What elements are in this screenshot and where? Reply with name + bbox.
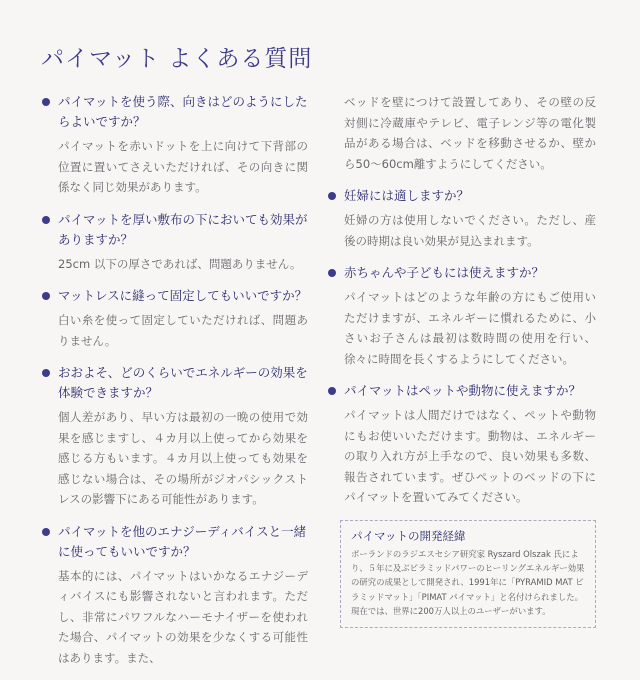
faq-answer-continuation: ベッドを壁につけて設置してあり、その壁の反対側に冷蔵庫やテレビ、電子レンジ等の電化製品がある場合は、ベッドを移動させるか、壁から50～60cm離すようにしてください。 <box>344 95 596 171</box>
faq-left-column <box>40 92 308 680</box>
faq-item <box>326 263 596 369</box>
bullet-dot-icon <box>42 98 50 106</box>
faq-question: マットレスに縫って固定してもいいですか？ <box>40 286 308 306</box>
bullet-dot-icon <box>328 269 336 277</box>
faq-answer: 個人差があり、早い方は最初の一晩の使用で効果を感じますし、４カ月以上使ってから効果を感じる方もいます。４カ月以上使っても効果を感じない場合は、その場所がジオパシックストレスの影響下にある可能性があります。 <box>58 410 308 506</box>
faq-item <box>40 363 308 510</box>
faq-answer: パイマットはどのような年齢の方にもご使用いただけますが、エネルギーに慣れるために、小さいお子さんは最初は数時間の使用を行い、徐々に時間を長くするようにしてください。 <box>344 290 596 366</box>
faq-answer: 基本的には、パイマットはいかなるエナジーディバイスにも影響されないと言われます。ただし、非常にパワフルなハーモナイザーを使われた場合、パイマットの効果を少なくする可能性はあります。また、 <box>58 568 308 665</box>
faq-item <box>326 186 596 251</box>
faq-question: パイマットを厚い敷布の下においても効果がありますか？ <box>40 210 308 250</box>
faq-item <box>40 286 308 351</box>
bullet-dot-icon <box>42 216 50 224</box>
bullet-dot-icon <box>328 387 336 395</box>
faq-item <box>40 210 308 275</box>
history-box-text: ポーランドのラジエスセシア研究家 Ryszard Olszak 氏により、５年に及ぶピラミッドパワーのヒーリングエネルギー効果の研究の成果として開発され、1991年に「PYRAMID MAT ピラミッドマット」「PIMAT パイマット」と名付けられました。現在では、世界に200万人以上のユーザーがいます。 <box>351 548 585 617</box>
faq-answer: 白い糸を使って固定していただければ、問題ありません。 <box>58 313 308 348</box>
faq-question: パイマットを使う際、向きはどのようにしたらよいですか？ <box>40 92 308 132</box>
faq-item <box>40 92 308 198</box>
bullet-dot-icon <box>42 369 50 377</box>
faq-right-column <box>326 92 596 628</box>
faq-question: パイマットを他のエナジーディバイスと一緒に使ってもいいですか？ <box>40 522 308 562</box>
history-box-title: パイマットの開発経緯 <box>351 528 466 543</box>
faq-item <box>40 522 308 669</box>
history-box <box>340 520 596 628</box>
faq-question: 妊婦には適しますか？ <box>326 186 596 206</box>
bullet-dot-icon <box>42 292 50 300</box>
faq-question: 赤ちゃんや子どもには使えますか？ <box>326 263 596 283</box>
bullet-dot-icon <box>328 192 336 200</box>
bullet-dot-icon <box>42 528 50 536</box>
page-title: パイマット よくある質問 <box>41 46 313 72</box>
faq-answer: 妊婦の方は使用しないでください。ただし、産後の時期は良い効果が見込まれます。 <box>344 213 596 248</box>
faq-answer: パイマットは人間だけではなく、ペットや動物にもお使いいただけます。動物は、エネルギーの取り入れ方が上手なので、良い効果も多数、報告されています。ぜひペットのベッドの下にパイマットを置いてみてください。 <box>344 408 596 504</box>
faq-question: パイマットはペットや動物に使えますか？ <box>326 381 596 401</box>
faq-question: おおよそ、どのくらいでエネルギーの効果を体験できますか？ <box>40 363 308 403</box>
faq-answer: パイマットを赤いドットを上に向けて下背部の位置に置いてさえいただければ、その向きに関係なく同じ効果があります。 <box>58 139 308 194</box>
faq-answer: 25cm 以下の厚さであれば、問題ありません。 <box>58 256 302 271</box>
faq-item <box>326 381 596 508</box>
faq-answer-continuation-block <box>326 92 596 174</box>
